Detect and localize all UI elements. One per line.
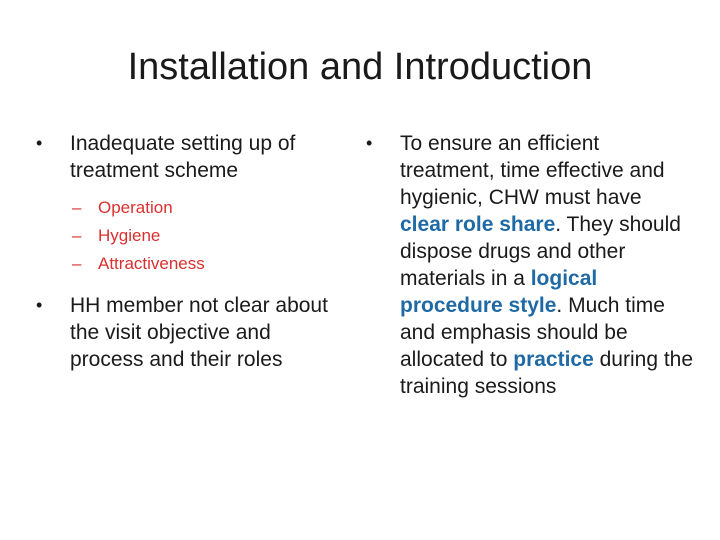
sub-item-hygiene <box>36 222 346 250</box>
dash-icon: – <box>72 226 82 245</box>
sub-item-label: Hygiene <box>98 226 161 245</box>
highlight-text: clear role share <box>400 213 556 236</box>
bullet-text-part: To ensure an efficient treatment, time effective and hygienic, CHW must have <box>400 132 665 209</box>
bullet-text-part: during the training sessions <box>400 348 694 398</box>
sub-item-attractiveness <box>36 250 346 278</box>
right-column <box>366 130 696 400</box>
highlight-text: logical procedure style <box>400 267 598 317</box>
slide-title: Installation and Introduction <box>127 46 593 88</box>
bullet-text-part: . They should dispose drugs and other materials in a <box>400 213 681 290</box>
sub-item-label: Attractiveness <box>98 254 205 273</box>
sub-list <box>36 194 346 278</box>
sub-item-label: Operation <box>98 198 173 217</box>
dash-icon: – <box>72 198 82 217</box>
bullet-text-part: . Much time and emphasis should be allocated to <box>400 294 665 371</box>
left-column <box>36 130 346 373</box>
highlight-text: practice <box>513 348 594 371</box>
bullet-item <box>36 292 346 373</box>
bullet-text: HH member not clear about the visit objective and process and their roles <box>70 294 328 371</box>
dash-icon: – <box>72 254 82 273</box>
bullet-text: Inadequate setting up of treatment scheme <box>70 132 296 182</box>
sub-item-operation <box>36 194 346 222</box>
bullet-icon: • <box>366 133 373 153</box>
bullet-icon: • <box>36 133 43 153</box>
bullet-icon: • <box>36 295 43 315</box>
bullet-item <box>36 130 346 184</box>
bullet-item <box>366 130 696 400</box>
